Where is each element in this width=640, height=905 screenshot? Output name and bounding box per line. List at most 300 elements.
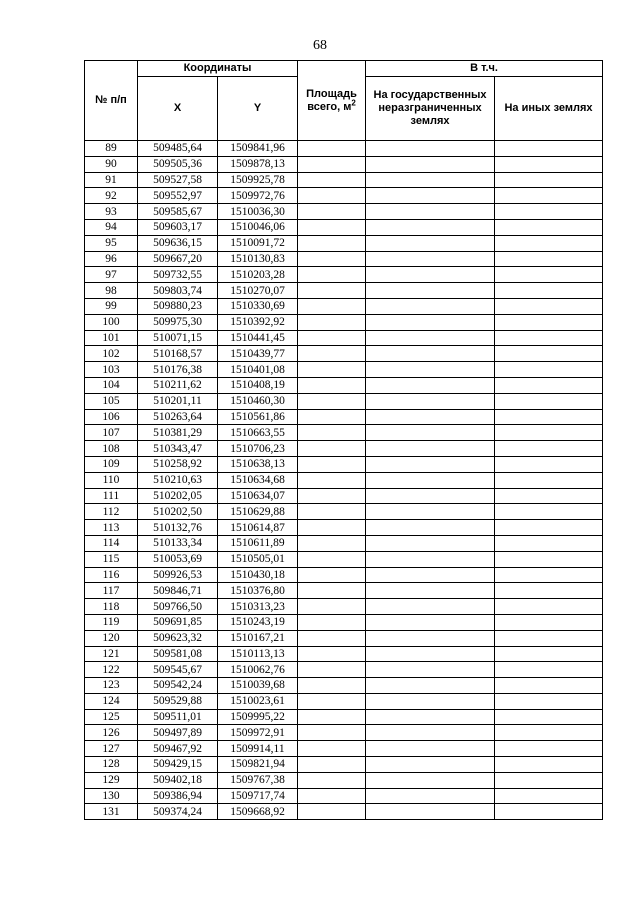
row-number: 113: [85, 520, 138, 536]
row-number: 103: [85, 362, 138, 378]
header-other-lands: На иных землях: [495, 77, 603, 141]
coordinate-y: 1510091,72: [218, 235, 298, 251]
row-number: 97: [85, 267, 138, 283]
coordinate-x: 510201,11: [138, 393, 218, 409]
coordinate-y: 1510634,07: [218, 488, 298, 504]
state-lands-cell: [366, 393, 495, 409]
coordinate-x: 509386,94: [138, 788, 218, 804]
other-lands-cell: [495, 472, 603, 488]
area-cell: [298, 235, 366, 251]
area-cell: [298, 456, 366, 472]
table-row: [85, 630, 603, 646]
state-lands-cell: [366, 551, 495, 567]
coordinate-x: 510202,05: [138, 488, 218, 504]
area-cell: [298, 520, 366, 536]
table-row: [85, 188, 603, 204]
state-lands-cell: [366, 504, 495, 520]
coordinate-y: 1509767,38: [218, 772, 298, 788]
table-row: [85, 314, 603, 330]
other-lands-cell: [495, 772, 603, 788]
state-lands-cell: [366, 298, 495, 314]
state-lands-cell: [366, 741, 495, 757]
state-lands-cell: [366, 804, 495, 820]
area-cell: [298, 678, 366, 694]
state-lands-cell: [366, 788, 495, 804]
state-lands-cell: [366, 188, 495, 204]
table-row: [85, 156, 603, 172]
state-lands-cell: [366, 456, 495, 472]
coordinate-x: 509975,30: [138, 314, 218, 330]
area-cell: [298, 393, 366, 409]
area-cell: [298, 330, 366, 346]
other-lands-cell: [495, 393, 603, 409]
state-lands-cell: [366, 235, 495, 251]
other-lands-cell: [495, 283, 603, 299]
row-number: 114: [85, 535, 138, 551]
coordinates-table: [84, 60, 603, 820]
table-row: [85, 535, 603, 551]
row-number: 126: [85, 725, 138, 741]
table-row: [85, 678, 603, 694]
table-row: [85, 283, 603, 299]
other-lands-cell: [495, 267, 603, 283]
area-cell: [298, 757, 366, 773]
area-cell: [298, 251, 366, 267]
area-cell: [298, 425, 366, 441]
coordinate-y: 1509914,11: [218, 741, 298, 757]
area-cell: [298, 409, 366, 425]
state-lands-cell: [366, 614, 495, 630]
other-lands-cell: [495, 488, 603, 504]
row-number: 117: [85, 583, 138, 599]
coordinate-x: 509581,08: [138, 646, 218, 662]
coordinate-x: 509497,89: [138, 725, 218, 741]
area-cell: [298, 567, 366, 583]
coordinate-y: 1510439,77: [218, 346, 298, 362]
coordinate-x: 510343,47: [138, 441, 218, 457]
coordinate-y: 1509821,94: [218, 757, 298, 773]
coordinate-y: 1509878,13: [218, 156, 298, 172]
coordinate-x: 509429,15: [138, 757, 218, 773]
coordinate-y: 1510113,13: [218, 646, 298, 662]
coordinate-x: 509527,58: [138, 172, 218, 188]
coordinate-x: 510071,15: [138, 330, 218, 346]
other-lands-cell: [495, 551, 603, 567]
coordinate-y: 1509972,76: [218, 188, 298, 204]
state-lands-cell: [366, 283, 495, 299]
table-row: [85, 298, 603, 314]
area-cell: [298, 693, 366, 709]
header-x: X: [138, 77, 218, 141]
other-lands-cell: [495, 219, 603, 235]
table-row: [85, 788, 603, 804]
table-row: [85, 393, 603, 409]
coordinate-y: 1510460,30: [218, 393, 298, 409]
state-lands-cell: [366, 488, 495, 504]
header-state-lands: На государственных неразграниченных землях: [366, 77, 495, 141]
state-lands-cell: [366, 425, 495, 441]
table-row: [85, 172, 603, 188]
row-number: 109: [85, 456, 138, 472]
other-lands-cell: [495, 804, 603, 820]
other-lands-cell: [495, 314, 603, 330]
coordinate-x: 509846,71: [138, 583, 218, 599]
area-cell: [298, 441, 366, 457]
area-cell: [298, 630, 366, 646]
coordinate-x: 510053,69: [138, 551, 218, 567]
coordinate-x: 510202,50: [138, 504, 218, 520]
header-area-line1: Площадь: [306, 87, 357, 100]
coordinate-x: 510133,34: [138, 535, 218, 551]
coordinate-x: 510132,76: [138, 520, 218, 536]
header-y: Y: [218, 77, 298, 141]
table-row: [85, 504, 603, 520]
state-lands-cell: [366, 172, 495, 188]
coordinate-y: 1510203,28: [218, 267, 298, 283]
state-lands-cell: [366, 204, 495, 220]
area-cell: [298, 488, 366, 504]
coordinate-x: 510210,63: [138, 472, 218, 488]
coordinate-y: 1510401,08: [218, 362, 298, 378]
state-lands-cell: [366, 156, 495, 172]
row-number: 111: [85, 488, 138, 504]
coordinate-y: 1510392,92: [218, 314, 298, 330]
other-lands-cell: [495, 788, 603, 804]
table-row: [85, 804, 603, 820]
coordinate-y: 1510062,76: [218, 662, 298, 678]
state-lands-cell: [366, 409, 495, 425]
other-lands-cell: [495, 630, 603, 646]
coordinate-y: 1510629,88: [218, 504, 298, 520]
row-number: 91: [85, 172, 138, 188]
other-lands-cell: [495, 520, 603, 536]
area-cell: [298, 583, 366, 599]
coordinate-x: 509545,67: [138, 662, 218, 678]
state-lands-cell: [366, 314, 495, 330]
coordinate-x: 510258,92: [138, 456, 218, 472]
table-row: [85, 693, 603, 709]
coordinate-x: 510211,62: [138, 377, 218, 393]
other-lands-cell: [495, 614, 603, 630]
coordinate-y: 1510313,23: [218, 599, 298, 615]
state-lands-cell: [366, 346, 495, 362]
other-lands-cell: [495, 441, 603, 457]
coordinate-y: 1510270,07: [218, 283, 298, 299]
area-cell: [298, 709, 366, 725]
other-lands-cell: [495, 709, 603, 725]
table-row: [85, 219, 603, 235]
coordinate-x: 510263,64: [138, 409, 218, 425]
coordinate-x: 510381,29: [138, 425, 218, 441]
row-number: 110: [85, 472, 138, 488]
row-number: 118: [85, 599, 138, 615]
coordinate-y: 1509925,78: [218, 172, 298, 188]
table-row: [85, 251, 603, 267]
area-cell: [298, 725, 366, 741]
area-cell: [298, 804, 366, 820]
state-lands-cell: [366, 646, 495, 662]
coordinate-x: 509803,74: [138, 283, 218, 299]
coordinate-x: 509505,36: [138, 156, 218, 172]
other-lands-cell: [495, 535, 603, 551]
other-lands-cell: [495, 583, 603, 599]
table-body: [85, 141, 603, 820]
other-lands-cell: [495, 235, 603, 251]
row-number: 98: [85, 283, 138, 299]
header-including: В т.ч.: [366, 61, 603, 77]
state-lands-cell: [366, 520, 495, 536]
coordinate-y: 1509995,22: [218, 709, 298, 725]
other-lands-cell: [495, 188, 603, 204]
coordinate-x: 510176,38: [138, 362, 218, 378]
table-row: [85, 235, 603, 251]
coordinate-x: 509552,97: [138, 188, 218, 204]
table-row: [85, 456, 603, 472]
state-lands-cell: [366, 757, 495, 773]
state-lands-cell: [366, 362, 495, 378]
coordinate-y: 1510039,68: [218, 678, 298, 694]
area-cell: [298, 283, 366, 299]
row-number: 108: [85, 441, 138, 457]
row-number: 128: [85, 757, 138, 773]
table-row: [85, 204, 603, 220]
row-number: 120: [85, 630, 138, 646]
coordinate-y: 1510638,13: [218, 456, 298, 472]
area-cell: [298, 646, 366, 662]
table-row: [85, 472, 603, 488]
row-number: 119: [85, 614, 138, 630]
other-lands-cell: [495, 678, 603, 694]
other-lands-cell: [495, 662, 603, 678]
coordinate-y: 1510408,19: [218, 377, 298, 393]
row-number: 100: [85, 314, 138, 330]
row-number: 127: [85, 741, 138, 757]
state-lands-cell: [366, 535, 495, 551]
row-number: 92: [85, 188, 138, 204]
area-cell: [298, 551, 366, 567]
state-lands-cell: [366, 472, 495, 488]
row-number: 102: [85, 346, 138, 362]
other-lands-cell: [495, 141, 603, 157]
coordinate-x: 509467,92: [138, 741, 218, 757]
coordinate-x: 509667,20: [138, 251, 218, 267]
state-lands-cell: [366, 772, 495, 788]
other-lands-cell: [495, 251, 603, 267]
coordinate-x: 509585,67: [138, 204, 218, 220]
page-number: 68: [313, 38, 327, 53]
area-cell: [298, 219, 366, 235]
other-lands-cell: [495, 362, 603, 378]
area-cell: [298, 599, 366, 615]
row-number: 124: [85, 693, 138, 709]
table-row: [85, 488, 603, 504]
row-number: 107: [85, 425, 138, 441]
other-lands-cell: [495, 330, 603, 346]
row-number: 115: [85, 551, 138, 567]
area-cell: [298, 472, 366, 488]
coordinate-y: 1509972,91: [218, 725, 298, 741]
table-row: [85, 583, 603, 599]
area-cell: [298, 156, 366, 172]
other-lands-cell: [495, 693, 603, 709]
row-number: 96: [85, 251, 138, 267]
header-area-superscript: 2: [351, 97, 356, 107]
state-lands-cell: [366, 599, 495, 615]
row-number: 121: [85, 646, 138, 662]
row-number: 90: [85, 156, 138, 172]
other-lands-cell: [495, 741, 603, 757]
row-number: 125: [85, 709, 138, 725]
state-lands-cell: [366, 583, 495, 599]
area-cell: [298, 314, 366, 330]
other-lands-cell: [495, 567, 603, 583]
coordinate-y: 1510023,61: [218, 693, 298, 709]
table-row: [85, 409, 603, 425]
table-row: [85, 267, 603, 283]
row-number: 123: [85, 678, 138, 694]
table-row: [85, 614, 603, 630]
coordinate-y: 1509668,92: [218, 804, 298, 820]
other-lands-cell: [495, 409, 603, 425]
coordinate-x: 509623,32: [138, 630, 218, 646]
state-lands-cell: [366, 330, 495, 346]
other-lands-cell: [495, 425, 603, 441]
area-cell: [298, 662, 366, 678]
coordinate-y: 1510243,19: [218, 614, 298, 630]
table-row: [85, 757, 603, 773]
table-row: [85, 599, 603, 615]
header-number: № п/п: [85, 61, 138, 141]
other-lands-cell: [495, 646, 603, 662]
state-lands-cell: [366, 377, 495, 393]
table-row: [85, 662, 603, 678]
area-cell: [298, 267, 366, 283]
coordinate-y: 1510130,83: [218, 251, 298, 267]
other-lands-cell: [495, 725, 603, 741]
table-row: [85, 772, 603, 788]
coordinate-x: 509766,50: [138, 599, 218, 615]
other-lands-cell: [495, 156, 603, 172]
state-lands-cell: [366, 709, 495, 725]
area-cell: [298, 504, 366, 520]
coordinate-x: 509374,24: [138, 804, 218, 820]
state-lands-cell: [366, 725, 495, 741]
row-number: 95: [85, 235, 138, 251]
table-row: [85, 425, 603, 441]
header-coordinates: Координаты: [138, 61, 298, 77]
coordinate-y: 1510376,80: [218, 583, 298, 599]
coordinate-x: 509603,17: [138, 219, 218, 235]
table-row: [85, 141, 603, 157]
coordinate-y: 1510706,23: [218, 441, 298, 457]
table-row: [85, 551, 603, 567]
row-number: 104: [85, 377, 138, 393]
coordinate-y: 1510505,01: [218, 551, 298, 567]
coordinate-y: 1510634,68: [218, 472, 298, 488]
area-cell: [298, 298, 366, 314]
state-lands-cell: [366, 267, 495, 283]
state-lands-cell: [366, 219, 495, 235]
other-lands-cell: [495, 599, 603, 615]
area-cell: [298, 141, 366, 157]
other-lands-cell: [495, 298, 603, 314]
table-row: [85, 725, 603, 741]
coordinate-x: 509691,85: [138, 614, 218, 630]
table-row: [85, 646, 603, 662]
other-lands-cell: [495, 346, 603, 362]
table-header: [85, 61, 603, 141]
row-number: 94: [85, 219, 138, 235]
area-cell: [298, 346, 366, 362]
state-lands-cell: [366, 251, 495, 267]
table-row: [85, 330, 603, 346]
coordinate-y: 1510330,69: [218, 298, 298, 314]
table-row: [85, 567, 603, 583]
coordinate-x: 509485,64: [138, 141, 218, 157]
header-area: [298, 61, 366, 141]
coordinate-y: 1510046,06: [218, 219, 298, 235]
coordinate-x: 509926,53: [138, 567, 218, 583]
coordinate-y: 1510167,21: [218, 630, 298, 646]
row-number: 122: [85, 662, 138, 678]
state-lands-cell: [366, 141, 495, 157]
row-number: 116: [85, 567, 138, 583]
row-number: 89: [85, 141, 138, 157]
area-cell: [298, 377, 366, 393]
coordinate-y: 1510561,86: [218, 409, 298, 425]
row-number: 99: [85, 298, 138, 314]
area-cell: [298, 188, 366, 204]
state-lands-cell: [366, 678, 495, 694]
coordinate-x: 509511,01: [138, 709, 218, 725]
coordinate-y: 1509717,74: [218, 788, 298, 804]
coordinate-x: 509529,88: [138, 693, 218, 709]
area-cell: [298, 788, 366, 804]
other-lands-cell: [495, 172, 603, 188]
other-lands-cell: [495, 456, 603, 472]
table-row: [85, 441, 603, 457]
coordinate-x: 510168,57: [138, 346, 218, 362]
area-cell: [298, 772, 366, 788]
table-row: [85, 362, 603, 378]
table-row: [85, 346, 603, 362]
coordinate-x: 509880,23: [138, 298, 218, 314]
row-number: 101: [85, 330, 138, 346]
coordinate-y: 1510430,18: [218, 567, 298, 583]
row-number: 112: [85, 504, 138, 520]
coordinate-y: 1509841,96: [218, 141, 298, 157]
state-lands-cell: [366, 662, 495, 678]
area-cell: [298, 614, 366, 630]
coordinate-y: 1510441,45: [218, 330, 298, 346]
coordinate-y: 1510036,30: [218, 204, 298, 220]
coordinate-y: 1510663,55: [218, 425, 298, 441]
state-lands-cell: [366, 567, 495, 583]
area-cell: [298, 362, 366, 378]
area-cell: [298, 172, 366, 188]
coordinate-y: 1510614,87: [218, 520, 298, 536]
state-lands-cell: [366, 693, 495, 709]
area-cell: [298, 204, 366, 220]
area-cell: [298, 741, 366, 757]
state-lands-cell: [366, 441, 495, 457]
table-row: [85, 520, 603, 536]
row-number: 106: [85, 409, 138, 425]
coordinate-y: 1510611,89: [218, 535, 298, 551]
table-row: [85, 377, 603, 393]
table-row: [85, 741, 603, 757]
coordinate-x: 509732,55: [138, 267, 218, 283]
